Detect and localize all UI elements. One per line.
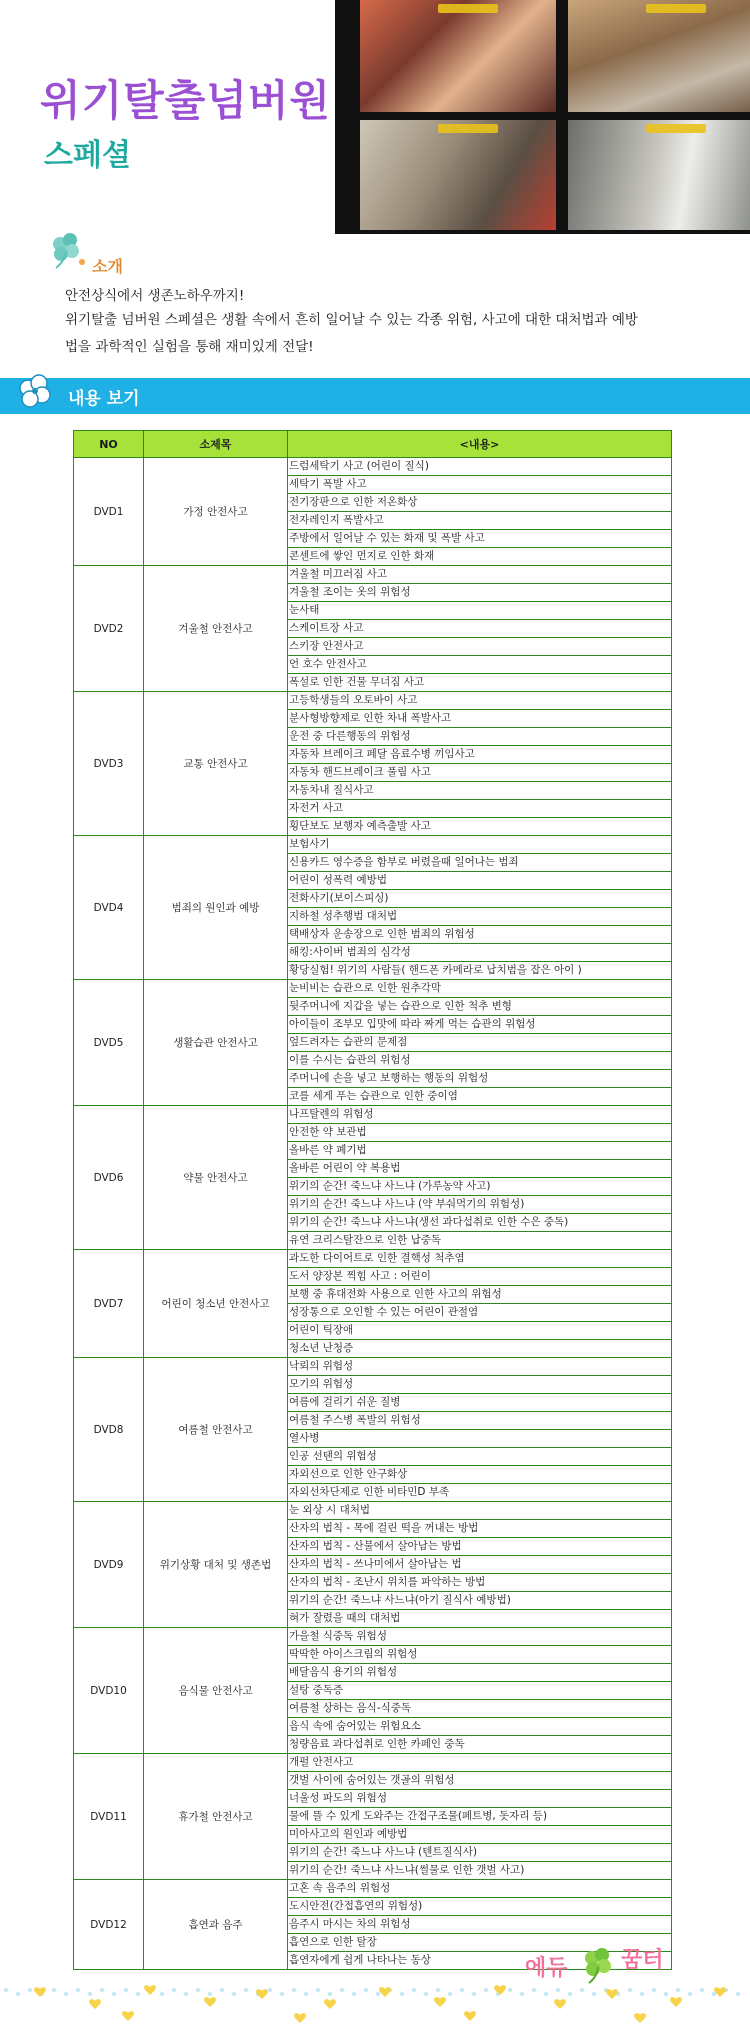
- content-item: 폭설로 인한 건물 무너짐 사고: [288, 674, 672, 692]
- decor-dot: [184, 1992, 188, 1996]
- content-item: 여름철 주스병 폭발의 위험성: [288, 1412, 672, 1430]
- table-row: [74, 692, 672, 710]
- content-item: 고혼 속 음주의 위험성: [288, 1880, 672, 1898]
- decor-dot: [652, 1988, 656, 1992]
- content-item: 눈비비는 습관으로 인한 원추각막: [288, 980, 672, 998]
- dvd-subtitle: 음식물 안전사고: [144, 1628, 288, 1754]
- decor-dot: [100, 1988, 104, 1992]
- decor-dot: [28, 1988, 32, 1992]
- table-row: [74, 980, 672, 998]
- thumbnail-2: [568, 0, 750, 112]
- decor-dot: [664, 1992, 668, 1996]
- decor-dot: [364, 1988, 368, 1992]
- broadcast-logo: [646, 124, 706, 133]
- content-item: 보험사기: [288, 836, 672, 854]
- heart-icon: [434, 1997, 446, 2007]
- brand-text-1: 에듀: [525, 1956, 568, 1981]
- content-item: 물에 뜰 수 있게 도와주는 간접구조물(페트병, 돗자리 등): [288, 1808, 672, 1826]
- content-item: 산자의 법칙 - 산불에서 살아남는 방법: [288, 1538, 672, 1556]
- footer-decoration: [0, 1976, 750, 2026]
- content-item: 횡단보도 보행자 예측출발 사고: [288, 818, 672, 836]
- flower-icon: [12, 372, 64, 416]
- decor-dot: [532, 1988, 536, 1992]
- header-content: <내용>: [288, 431, 672, 458]
- dvd-number: DVD10: [74, 1628, 144, 1754]
- content-item: 산자의 법칙 - 조난시 위치를 파악하는 방법: [288, 1574, 672, 1592]
- content-item: 음주시 마시는 차의 위험성: [288, 1916, 672, 1934]
- dvd-number: DVD7: [74, 1250, 144, 1358]
- page-subtitle: 스페셜: [44, 138, 131, 173]
- decor-dot: [196, 1988, 200, 1992]
- dvd-subtitle: 가정 안전사고: [144, 458, 288, 566]
- content-item: 자동차 브레이크 페달 음료수병 끼임사고: [288, 746, 672, 764]
- decor-dot: [16, 1992, 20, 1996]
- heart-icon: [606, 1989, 618, 1999]
- decor-dot: [328, 1992, 332, 1996]
- dvd-subtitle: 어린이 청소년 안전사고: [144, 1250, 288, 1358]
- dvd-number: DVD5: [74, 980, 144, 1106]
- dvd-number: DVD1: [74, 458, 144, 566]
- dvd-number: DVD11: [74, 1754, 144, 1880]
- table-row: [74, 566, 672, 584]
- content-item: 고등학생들의 오토바이 사고: [288, 692, 672, 710]
- content-item: 전화사기(보이스피싱): [288, 890, 672, 908]
- content-item: 보행 중 휴대전화 사용으로 인한 사고의 위험성: [288, 1286, 672, 1304]
- table-row: [74, 1250, 672, 1268]
- heart-icon: [294, 2013, 306, 2023]
- decor-dot: [352, 1992, 356, 1996]
- decor-dot: [676, 1988, 680, 1992]
- content-item: 눈 외상 시 대처법: [288, 1502, 672, 1520]
- content-item: 위기의 순간! 죽느냐 사느냐(아기 질식사 예방법): [288, 1592, 672, 1610]
- content-item: 올바른 약 폐기법: [288, 1142, 672, 1160]
- table-row: [74, 1880, 672, 1898]
- decor-dot: [484, 1988, 488, 1992]
- content-item: 언 호수 안전사고: [288, 656, 672, 674]
- section-title: 내용 보기: [68, 389, 140, 409]
- table-body: [74, 458, 672, 1970]
- dvd-number: DVD4: [74, 836, 144, 980]
- thumbnail-4: [568, 120, 750, 230]
- decor-dot: [544, 1992, 548, 1996]
- content-item: 세탁기 폭발 사고: [288, 476, 672, 494]
- content-item: 개펄 안전사고: [288, 1754, 672, 1772]
- table-row: [74, 1628, 672, 1646]
- heart-icon: [89, 1999, 101, 2009]
- intro-line: 법을 과학적인 실험을 통해 재미있게 전달!: [65, 339, 314, 355]
- content-item: 황당실험! 위기의 사람들( 핸드폰 카메라로 납치범을 잡은 아이 ): [288, 962, 672, 980]
- content-item: 안전한 약 보관법: [288, 1124, 672, 1142]
- decor-dot: [520, 1992, 524, 1996]
- decor-dot: [52, 1988, 56, 1992]
- dvd-subtitle: 생활습관 안전사고: [144, 980, 288, 1106]
- table-row: [74, 1754, 672, 1772]
- heart-icon: [144, 1985, 156, 1995]
- decor-dot: [508, 1988, 512, 1992]
- content-item: 나프탈렌의 위험성: [288, 1106, 672, 1124]
- decor-dot: [412, 1988, 416, 1992]
- decor-dot: [172, 1988, 176, 1992]
- decor-dot: [712, 1992, 716, 1996]
- content-item: 주머니에 손을 넣고 보행하는 행동의 위험성: [288, 1070, 672, 1088]
- decor-dot: [700, 1988, 704, 1992]
- decor-dot: [244, 1988, 248, 1992]
- header-no: NO: [74, 431, 144, 458]
- content-item: 콘센트에 쌓인 먼지로 인한 화재: [288, 548, 672, 566]
- decor-dot: [340, 1988, 344, 1992]
- content-item: 올바른 어린이 약 복용법: [288, 1160, 672, 1178]
- content-item: 해킹:사이버 범죄의 심각성: [288, 944, 672, 962]
- content-item: 코를 세게 푸는 습관으로 인한 중이염: [288, 1088, 672, 1106]
- content-item: 도시안전(간접흡연의 위험성): [288, 1898, 672, 1916]
- dvd-subtitle: 위기상황 대처 및 생존법: [144, 1502, 288, 1628]
- dvd-subtitle: 약물 안전사고: [144, 1106, 288, 1250]
- broadcast-logo: [438, 124, 498, 133]
- heart-icon: [256, 1989, 268, 1999]
- content-item: 어린이 성폭력 예방법: [288, 872, 672, 890]
- dvd-subtitle: 흡연과 음주: [144, 1880, 288, 1970]
- decor-dot: [400, 1992, 404, 1996]
- content-item: 위기의 순간! 죽느냐 사느냐(썰물로 인한 갯벌 사고): [288, 1862, 672, 1880]
- decor-dot: [460, 1988, 464, 1992]
- content-item: 자외선차단제로 인한 비타민D 부족: [288, 1484, 672, 1502]
- content-item: 겨울철 미끄러짐 사고: [288, 566, 672, 584]
- content-item: 과도한 다이어트로 인한 결핵성 척추염: [288, 1250, 672, 1268]
- decor-dot: [220, 1988, 224, 1992]
- dvd-subtitle: 여름철 안전사고: [144, 1358, 288, 1502]
- content-item: 산자의 법칙 - 목에 걸린 떡을 꺼내는 방법: [288, 1520, 672, 1538]
- decor-dot: [580, 1988, 584, 1992]
- content-item: 혀가 잘렸을 때의 대처법: [288, 1610, 672, 1628]
- content-item: 인공 선탠의 위험성: [288, 1448, 672, 1466]
- intro-line: 안전상식에서 생존노하우까지!: [65, 288, 245, 304]
- content-item: 흡연으로 인한 탈장: [288, 1934, 672, 1952]
- content-item: 지하철 성추행범 대처법: [288, 908, 672, 926]
- decor-dot: [556, 1988, 560, 1992]
- dvd-number: DVD8: [74, 1358, 144, 1502]
- decor-dot: [736, 1992, 740, 1996]
- decor-dot: [112, 1992, 116, 1996]
- content-item: 눈사태: [288, 602, 672, 620]
- decor-dot: [592, 1992, 596, 1996]
- content-item: 드럼세탁기 사고 (어린이 질식): [288, 458, 672, 476]
- content-item: 흡연자에게 쉽게 나타나는 동상: [288, 1952, 672, 1970]
- content-item: 신용카드 영수증을 함부로 버렸을때 일어나는 범죄: [288, 854, 672, 872]
- content-item: 전기장판으로 인한 저온화상: [288, 494, 672, 512]
- content-item: 엎드려자는 습관의 문제점: [288, 1034, 672, 1052]
- content-table: [73, 430, 672, 1970]
- heart-icon: [379, 1987, 391, 1997]
- content-item: 주방에서 일어날 수 있는 화재 및 폭발 사고: [288, 530, 672, 548]
- decor-dot: [208, 1992, 212, 1996]
- decor-dot: [88, 1992, 92, 1996]
- content-item: 뒷주머니에 지갑을 넣는 습관으로 인한 척추 변형: [288, 998, 672, 1016]
- content-item: 운전 중 다른행동의 위험성: [288, 728, 672, 746]
- dot-pattern: [0, 1976, 750, 2026]
- decor-dot: [436, 1988, 440, 1992]
- decor-dot: [64, 1992, 68, 1996]
- heart-icon: [464, 2011, 476, 2021]
- heart-icon: [34, 1987, 46, 1997]
- decor-dot: [4, 1988, 8, 1992]
- intro-title: 소개: [92, 257, 123, 276]
- decor-dot: [628, 1988, 632, 1992]
- content-item: 딱딱한 아이스크림의 위험성: [288, 1646, 672, 1664]
- dvd-number: DVD9: [74, 1502, 144, 1628]
- dvd-subtitle: 휴가철 안전사고: [144, 1754, 288, 1880]
- dvd-subtitle: 범죄의 원인과 예방: [144, 836, 288, 980]
- intro-line: 위기탈출 넘버원 스페셜은 생활 속에서 흔히 일어날 수 있는 각종 위험, 사고에 대한 대처법과 예방: [65, 312, 638, 328]
- content-item: 아이들이 조부모 입맛에 따라 짜게 먹는 습관의 위험성: [288, 1016, 672, 1034]
- decor-dot: [280, 1992, 284, 1996]
- decor-dot: [688, 1992, 692, 1996]
- table-row: [74, 1358, 672, 1376]
- content-item: 유연 크리스탈잔으로 인한 납중독: [288, 1232, 672, 1250]
- content-item: 어린이 틱장애: [288, 1322, 672, 1340]
- content-item: 위기의 순간! 죽느냐 사느냐 (텐트질식사): [288, 1844, 672, 1862]
- thumbnail-grid: [335, 0, 750, 234]
- decor-dot: [448, 1992, 452, 1996]
- page-title: 위기탈출넘버원: [40, 76, 332, 125]
- decor-dot: [640, 1992, 644, 1996]
- decor-dot: [472, 1992, 476, 1996]
- content-item: 낙뢰의 위험성: [288, 1358, 672, 1376]
- heart-icon: [122, 2011, 134, 2021]
- broadcast-logo: [438, 4, 498, 13]
- dvd-subtitle: 겨울철 안전사고: [144, 566, 288, 692]
- content-item: 설탕 중독증: [288, 1682, 672, 1700]
- dvd-number: DVD2: [74, 566, 144, 692]
- heart-icon: [670, 1997, 682, 2007]
- thumbnail-1: [360, 0, 556, 112]
- decor-dot: [232, 1992, 236, 1996]
- table-header-row: [74, 431, 672, 458]
- dvd-number: DVD6: [74, 1106, 144, 1250]
- content-item: 자동차 핸드브레이크 풀림 사고: [288, 764, 672, 782]
- decor-dot: [292, 1988, 296, 1992]
- dvd-number: DVD12: [74, 1880, 144, 1970]
- content-item: 위기의 순간! 죽느냐 사느냐 (약 부숴먹기의 위험성): [288, 1196, 672, 1214]
- content-item: 열사병: [288, 1430, 672, 1448]
- content-item: 너울성 파도의 위험성: [288, 1790, 672, 1808]
- content-item: 음식 속에 숨어있는 위험요소: [288, 1718, 672, 1736]
- content-item: 청소년 난청증: [288, 1340, 672, 1358]
- content-item: 청량음료 과다섭취로 인한 카페인 중독: [288, 1736, 672, 1754]
- content-item: 겨울철 조이는 옷의 위험성: [288, 584, 672, 602]
- table-row: [74, 458, 672, 476]
- content-item: 성장통으로 오인할 수 있는 어린이 관절염: [288, 1304, 672, 1322]
- decor-dot: [424, 1992, 428, 1996]
- content-item: 모기의 위험성: [288, 1376, 672, 1394]
- decor-dot: [316, 1988, 320, 1992]
- content-item: 자외선으로 인한 안구화상: [288, 1466, 672, 1484]
- decor-dot: [268, 1988, 272, 1992]
- table-row: [74, 1502, 672, 1520]
- content-item: 여름에 걸리기 쉬운 질병: [288, 1394, 672, 1412]
- decor-dot: [304, 1992, 308, 1996]
- content-item: 산자의 법칙 - 쓰나미에서 살아남는 법: [288, 1556, 672, 1574]
- content-item: 여름철 상하는 음식-식중독: [288, 1700, 672, 1718]
- content-item: 가을철 식중독 위험성: [288, 1628, 672, 1646]
- dvd-subtitle: 교통 안전사고: [144, 692, 288, 836]
- decor-dot: [124, 1988, 128, 1992]
- content-item: 스케이트장 사고: [288, 620, 672, 638]
- content-item: 전자레인지 폭발사고: [288, 512, 672, 530]
- decor-dot: [160, 1992, 164, 1996]
- clover-icon: [46, 232, 90, 272]
- content-item: 이를 수시는 습관의 위험성: [288, 1052, 672, 1070]
- header: [0, 0, 750, 236]
- content-item: 갯벌 사이에 숨어있는 갯골의 위험성: [288, 1772, 672, 1790]
- content-item: 배달음식 용기의 위험성: [288, 1664, 672, 1682]
- decor-dot: [376, 1992, 380, 1996]
- content-item: 자동차내 질식사고: [288, 782, 672, 800]
- heart-icon: [554, 1999, 566, 2009]
- heart-icon: [494, 1985, 506, 1995]
- heart-icon: [714, 1987, 726, 1997]
- content-item: 택배상자 운송장으로 인한 범죄의 위험성: [288, 926, 672, 944]
- decor-dot: [136, 1992, 140, 1996]
- heart-icon: [204, 1997, 216, 2007]
- brand-text-2: 꿈터: [621, 1948, 664, 1973]
- dvd-number: DVD3: [74, 692, 144, 836]
- thumbnail-3: [360, 120, 556, 230]
- content-item: 스키장 안전사고: [288, 638, 672, 656]
- heart-icon: [634, 2013, 646, 2023]
- table-row: [74, 836, 672, 854]
- content-item: 위기의 순간! 죽느냐 사느냐 (가루농약 사고): [288, 1178, 672, 1196]
- content-item: 도서 양장본 찍힘 사고 : 어린이: [288, 1268, 672, 1286]
- broadcast-logo: [646, 4, 706, 13]
- decor-dot: [76, 1988, 80, 1992]
- content-item: 분사형방향제로 인한 차내 폭발사고: [288, 710, 672, 728]
- content-item: 미아사고의 원인과 예방법: [288, 1826, 672, 1844]
- header-subtitle: 소제목: [144, 431, 288, 458]
- decor-dot: [568, 1992, 572, 1996]
- content-item: 위기의 순간! 죽느냐 사느냐(생선 과다섭취로 인한 수은 중독): [288, 1214, 672, 1232]
- content-item: 자전거 사고: [288, 800, 672, 818]
- table-row: [74, 1106, 672, 1124]
- heart-icon: [324, 1999, 336, 2009]
